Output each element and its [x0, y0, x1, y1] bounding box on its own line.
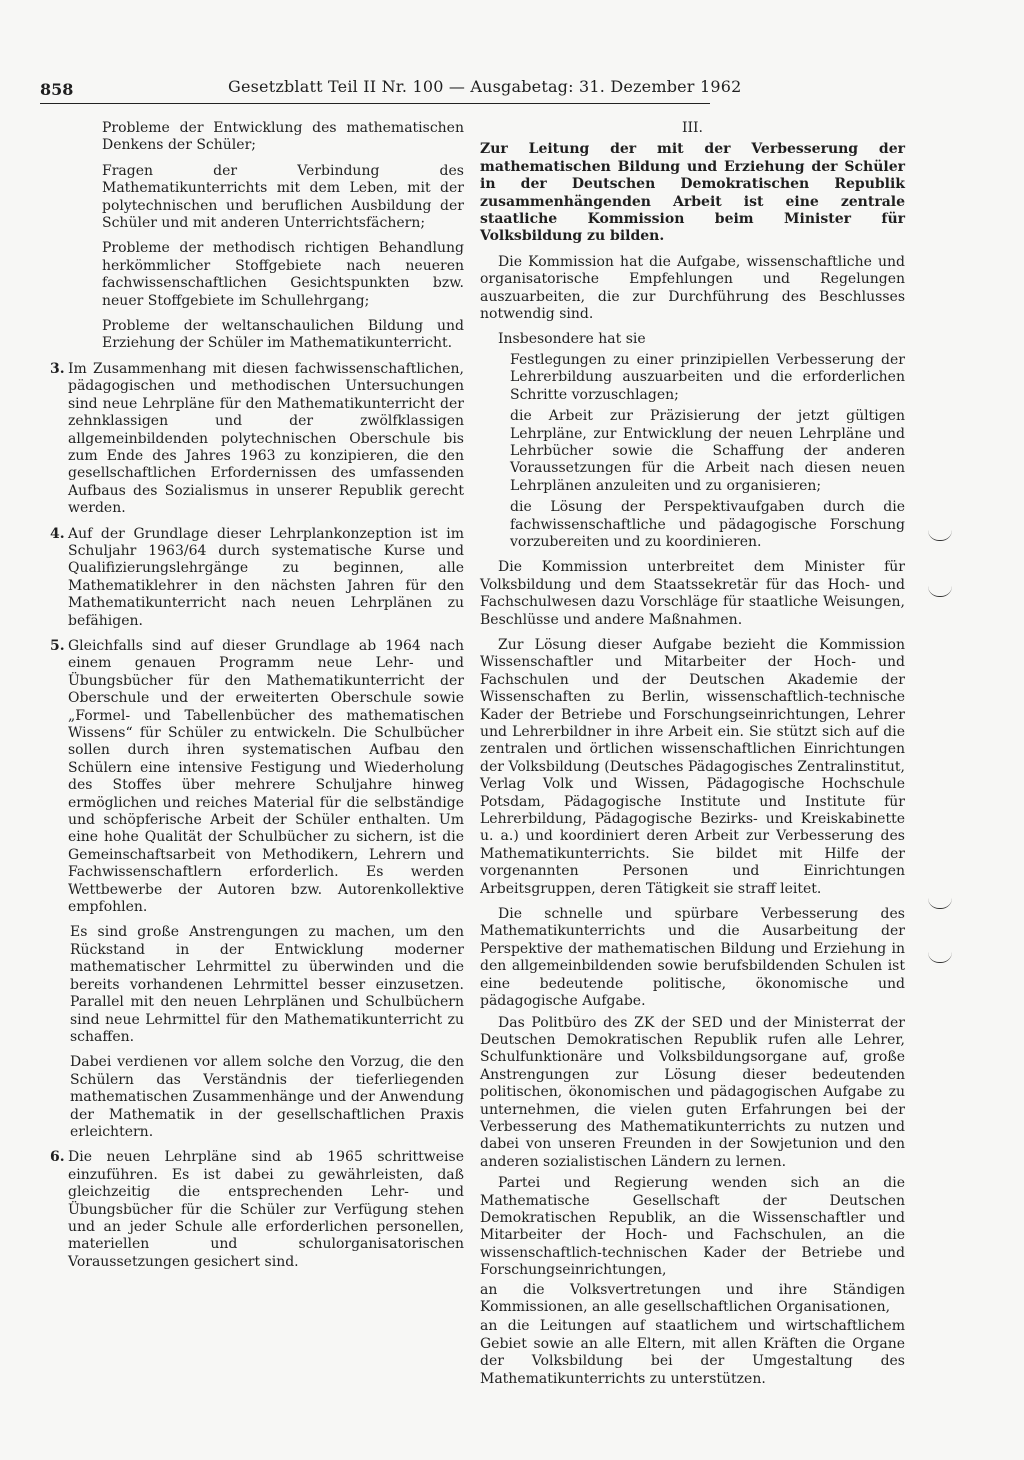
page-number: 858 [40, 80, 74, 99]
item-number: 5. [50, 637, 65, 654]
paragraph-3: Die Kommission unterbreitet dem Minister für Volksbildung und dem Staatssekretär für das Hoch- und Fachschulwesen dazu Vorschläge für staatliche Weisungen, Beschlüsse und andere Maßnahmen. [480, 559, 905, 628]
margin-mark [928, 586, 952, 597]
right-column [480, 120, 905, 1396]
list-item-5 [50, 638, 464, 917]
paragraph-6: Das Politbüro des ZK der SED und der Ministerrat der Deutschen Demokratischen Republik rufen alle Lehrer, Schulfunktionäre und Volksbildungsorgane auf, große Anstrengungen zur Lösung dieser bedeutenden politischen, ökonomischen und pädagogischen Aufgabe zu unternehmen, die vielen guten Erfahrungen bei der Verbesserung des Mathematikunterrichts zu nutzen und dabei von unseren Freunden in der Sowjetunion und den anderen sozialistischen Ländern zu lernen. [480, 1014, 905, 1170]
intro-item-2: Fragen der Verbindung des Mathematikunterrichts mit dem Leben, mit der polytechnischen und beruflichen Ausbildung der Schüler und mit anderen Unterrichtsfächern; [102, 162, 464, 232]
section-number: III. [681, 120, 704, 136]
item-text: Gleichfalls sind auf dieser Grundlage ab 1964 nach einem genauen Programm neue Lehr- und Übungsbücher für den Mathematikunterricht der Oberschule und der erweiterten Oberschule sowie „Formel- und Tabellenbücher des mathematischen Wissens“ für Schüler zu entwickeln. Die Schulbücher sollen durch ihren systematischen Aufbau den Schülern eine intensive Festigung und Wiederholung des Stoffes über mehrere Schuljahre hinweg ermöglichen und reiches Material für die selbständige und schöpferische Arbeit der Schüler enthalten. Um eine hohe Qualität der Schulbücher zu sichern, ist die Gemeinschaftsarbeit von Methodikern, Lehrern und Fachwissenschaftlern erforderlich. Es werden Wettbewerbe der Autoren bzw. Autorenkollektive empfohlen. [68, 637, 464, 916]
item-number: 3. [50, 360, 65, 377]
item-text: Auf der Grundlage dieser Lehrplankonzeption ist im Schuljahr 1963/64 durch systematische Kurse und Qualifizierungslehrgänge zu beginnen, alle Mathematiklehrer in den nächsten Jahren für den Mathematikunterricht nach neuen Lehrplänen zu befähigen. [68, 525, 464, 629]
item5-paragraph-3: Dabei verdienen vor allem solche den Vorzug, die den Schülern das Verständnis der tieferliegenden mathematischen Zusammenhänge und der Anwendung der Mathematik in der gesellschaftlichen Praxis erleichtern. [70, 1054, 464, 1140]
paragraph-7: Partei und Regierung wenden sich an die Mathematische Gesellschaft der Deutschen Demokratischen Republik, an die Wissenschaftler und Mitarbeiter der Hoch- und Fachschulen, an die wissenschaftlich-technischen Kader der Betriebe und Forschungseinrichtungen, [480, 1175, 905, 1279]
item-number: 4. [50, 525, 65, 542]
intro-item-1: Probleme der Entwicklung des mathematischen Denkens der Schüler; [102, 120, 464, 154]
left-column [50, 120, 464, 1279]
gazette-header: Gesetzblatt Teil II Nr. 100 — Ausgabetag: 31. Dezember 1962 [228, 77, 742, 96]
margin-mark [928, 952, 952, 963]
paragraph-4: Zur Lösung dieser Aufgabe bezieht die Kommission Wissenschaftler und Mitarbeiter der Hoch- und Fachschulen und der Deutschen Akademie der Wissenschaften zu Berlin, wissenschaftlich-technische Kader der Betriebe und Forschungseinrichtungen, Lehrer und Lehrerbildner in ihre Arbeit ein. Sie stützt sich auf die zentralen und örtlichen wissenschaftlichen Einrichtungen der Volksbildung (Deutsches Pädagogisches Zentralinstitut, Verlag Volk und Wissen, Pädagogische Hochschule Potsdam, Pädagogische Institute und Institute für Lehrerbildung, Pädagogische Bezirks- und Kreiskabinette u. a.) und koordiniert deren Arbeit zur Verbesserung des Mathematikunterrichts. Sie bildet mit Hilfe der vorgenannten Personen und Einrichtungen Arbeitsgruppen, deren Tätigkeit sie straff leitet. [480, 636, 905, 897]
paragraph-9: an die Leitungen auf staatlichem und wirtschaftlichem Gebiet sowie an alle Eltern, mit allen Kräften die Organe der Volksbildung bei der Umgestaltung des Mathematikunterrichts zu unterstützen. [480, 1318, 905, 1387]
intro-item-3: Probleme der methodisch richtigen Behandlung herkömmlicher Stoffgebiete nach neueren fachwissenschaftlichen Gesichtspunkten bzw. neuer Stoffgebiete im Schullehrgang; [102, 240, 464, 309]
list-item-3 [50, 361, 464, 518]
task-item-3: die Lösung der Perspektivaufgaben durch die fachwissenschaftliche und pädagogische Forschung vorzubereiten und zu koordinieren. [510, 499, 905, 550]
margin-mark [928, 898, 952, 909]
list-item-6 [50, 1149, 464, 1271]
item-text: Die neuen Lehrpläne sind ab 1965 schrittweise einzuführen. Es ist dabei zu gewährleisten, daß gleichzeitig die entsprechenden Lehr- und Übungsbücher für die Schüler zur Verfügung stehen und an jeder Schule alle erforderlichen personellen, materiellen und schulorganisatorischen Voraussetzungen gesichert sind. [68, 1149, 464, 1270]
intro-list [102, 120, 464, 353]
task-item-2: die Arbeit zur Präzisierung der jetzt gültigen Lehrpläne, zur Entwicklung der neuen Lehrpläne und Lehrbücher sowie die Schaffung der anderen Voraussetzungen für die Arbeit nach diesen neuen Lehrplänen anzuleiten und zu organisieren; [510, 408, 905, 494]
paragraph-2: Insbesondere hat sie [498, 331, 646, 348]
margin-mark [928, 530, 952, 541]
paragraph-5: Die schnelle und spürbare Verbesserung des Mathematikunterrichts und die Ausarbeitung der Perspektive der mathematischen Bildung und Erziehung in den allgemeinbildenden sowie berufsbildenden Schulen ist eine bedeutende politische, ökonomische und pädagogische Aufgabe. [480, 906, 905, 1010]
header-rule [40, 103, 710, 104]
intro-item-4: Probleme der weltanschaulichen Bildung und Erziehung der Schüler im Mathematikunterricht. [102, 318, 464, 352]
paragraph-1: Die Kommission hat die Aufgabe, wissenschaftliche und organisatorische Empfehlungen und Regelungen auszuarbeiten, die zur Durchführung des Beschlusses notwendig sind. [480, 253, 905, 323]
item-text: Im Zusammenhang mit diesen fachwissenschaftlichen, pädagogischen und methodischen Untersuchungen sind neue Lehrpläne für den Mathematikunterricht der zehnklassigen und der zwölfklassigen allgemeinbildenden polytechnischen Oberschule bis zum Ende des Jahres 1963 zu konzipieren, die den gesellschaftlichen Erfordernissen des umfassenden Aufbaus des Sozialismus in unserer Republik gerecht werden. [68, 360, 464, 517]
item-number: 6. [50, 1149, 65, 1166]
item5-paragraph-2: Es sind große Anstrengungen zu machen, um den Rückstand in der Entwicklung moderner mathematischer Lehrmittel zu überwinden und die bereits vorhandenen Lehrmittel besser einzusetzen. Parallel mit den neuen Lehrplänen und Schulbüchern sind neue Lehrmittel für den Mathematikunterricht zu schaffen. [70, 924, 464, 1045]
task-item-1: Festlegungen zu einer prinzipiellen Verbesserung der Lehrerbildung auszuarbeiten und die erforderlichen Schritte vorzuschlagen; [510, 351, 905, 403]
section-title: Zur Leitung der mit der Verbesserung der mathematischen Bildung und Erziehung der Schüler in der Deutschen Demokratischen Republik zusammenhängenden Arbeit ist eine zentrale staatliche Kommission beim Minister für Volksbildung zu bilden. [480, 141, 905, 245]
task-list [510, 352, 905, 551]
paragraph-8: an die Volksvertretungen und ihre Ständigen Kommissionen, an alle gesellschaftlichen Organisationen, [480, 1281, 905, 1315]
list-item-4 [50, 526, 464, 630]
